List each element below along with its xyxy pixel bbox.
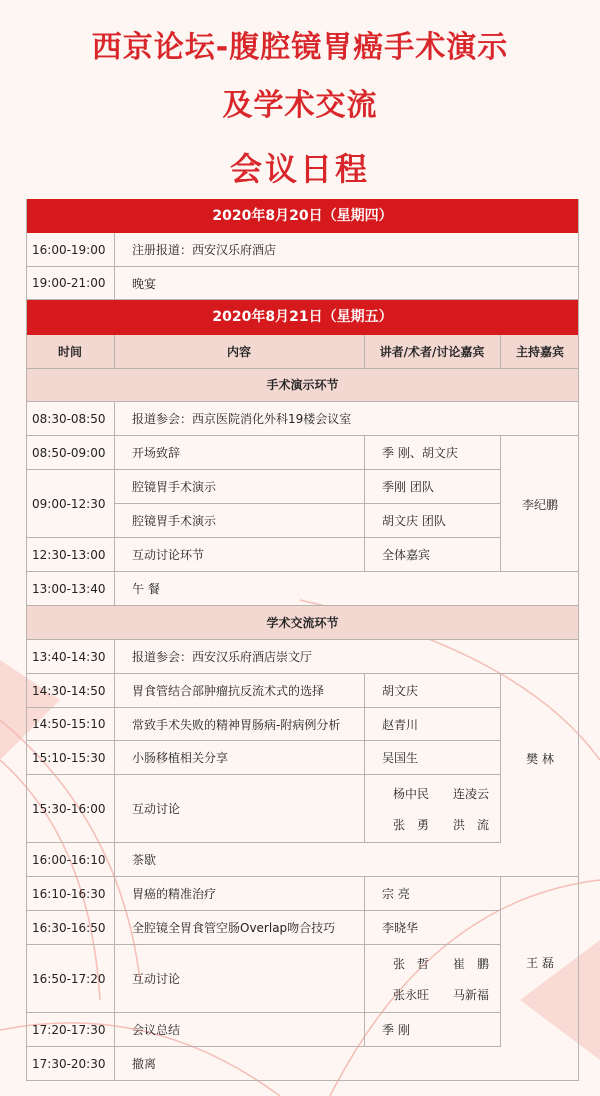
table-row	[26, 741, 501, 775]
speaker-line: 张 哲 崔 鹏	[392, 956, 489, 971]
table-row	[26, 640, 579, 674]
header-speaker: 讲者/术者/讨论嘉宾	[379, 345, 485, 359]
table-row	[26, 572, 579, 606]
column-divider	[500, 436, 501, 572]
table-row	[26, 775, 501, 843]
column-divider	[114, 402, 115, 606]
column-divider	[364, 877, 365, 1047]
table-row	[26, 436, 501, 470]
time-cell-merged: 09:00-12:30	[32, 497, 106, 511]
time-cell: 16:10-16:30	[32, 886, 106, 901]
header-host: 主持嘉宾	[515, 345, 564, 359]
time-cell: 08:50-09:00	[32, 445, 106, 460]
content-cell: 互动讨论	[132, 972, 181, 986]
time-cell: 13:40-14:30	[32, 649, 106, 664]
column-divider	[364, 436, 365, 572]
speaker-cell: 全体嘉宾	[382, 548, 431, 562]
speaker-line: 杨中民 连凌云	[392, 786, 489, 801]
speaker-cell: 宗 亮	[382, 887, 410, 901]
title-schedule: 会议日程	[229, 150, 370, 188]
table-row	[114, 470, 501, 504]
time-cell: 19:00-21:00	[32, 276, 106, 290]
table-row	[26, 911, 501, 945]
content-cell: 报道参会：西安汉乐府酒店崇文厅	[132, 650, 313, 664]
content-cell: 全腔镜全胃食管空肠Overlap吻合技巧	[132, 921, 336, 935]
speaker-cell: 季刚 团队	[382, 480, 434, 494]
table-row	[26, 233, 579, 267]
section-title-surgery: 手术演示环节	[26, 369, 579, 402]
table-row	[26, 877, 501, 911]
title-line-2: 及学术交流	[222, 88, 378, 123]
content-cell: 晚宴	[132, 276, 157, 291]
content-cell: 互动讨论	[132, 802, 181, 816]
speaker-cell	[364, 945, 500, 1012]
date-row-day2: 2020年8月21日（星期五）	[26, 300, 579, 335]
time-cell: 16:50-17:20	[32, 971, 106, 986]
column-divider	[364, 335, 365, 369]
host-cell: 李纪鹏	[521, 497, 558, 512]
time-cell: 16:00-16:10	[32, 852, 106, 867]
content-cell: 互动讨论环节	[132, 548, 205, 562]
content-cell: 开场致辞	[132, 446, 181, 460]
time-cell: 17:20-17:30	[32, 1022, 106, 1037]
content-cell: 胃癌的精准治疗	[132, 887, 217, 901]
content-cell: 午 餐	[132, 582, 160, 596]
table-row	[26, 402, 579, 436]
speaker-cell: 胡文庆	[382, 684, 419, 698]
table-row	[26, 843, 579, 877]
time-cell: 14:50-15:10	[32, 717, 106, 731]
table-row	[26, 674, 501, 708]
time-cell: 17:30-20:30	[32, 1056, 106, 1071]
table-row	[26, 945, 501, 1013]
table-row	[26, 267, 579, 300]
table-row	[26, 708, 501, 741]
speaker-cell: 胡文庆 团队	[382, 514, 446, 528]
content-cell: 胃食管结合部肿瘤抗反流术式的选择	[132, 684, 325, 698]
column-divider	[500, 877, 501, 1047]
table-row	[26, 1013, 501, 1047]
speaker-cell: 吴国生	[382, 751, 419, 765]
speaker-cell: 李晓华	[382, 921, 419, 935]
time-cell: 08:30-08:50	[32, 411, 106, 426]
content-cell: 注册报道：西安汉乐府酒店	[132, 243, 277, 257]
time-cell: 15:10-15:30	[32, 750, 106, 765]
speaker-line: 张永旺 马新福	[392, 987, 489, 1002]
content-cell: 茶歇	[132, 853, 157, 867]
time-cell: 13:00-13:40	[32, 581, 106, 596]
header-content: 内容	[226, 345, 251, 359]
title-line-1: 西京论坛-腹腔镜胃癌手术演示	[91, 30, 509, 65]
speaker-cell: 季 刚	[382, 1023, 410, 1037]
content-cell: 会议总结	[132, 1023, 181, 1037]
content-cell: 报道参会：西京医院消化外科19楼会议室	[132, 412, 352, 426]
table-row	[26, 538, 579, 572]
column-divider	[500, 335, 501, 369]
time-cell: 15:30-16:00	[32, 801, 106, 816]
column-divider	[114, 335, 115, 369]
host-cell: 王 磊	[526, 955, 554, 970]
content-cell: 腔镜胃手术演示	[132, 480, 217, 494]
table-row	[26, 1047, 579, 1081]
time-cell: 12:30-13:00	[32, 547, 106, 562]
content-cell: 腔镜胃手术演示	[132, 514, 217, 528]
content-cell: 小肠移植相关分享	[132, 751, 229, 765]
time-cell: 16:00-19:00	[32, 242, 106, 257]
time-cell: 16:30-16:50	[32, 920, 106, 935]
column-divider	[114, 233, 115, 300]
speaker-line: 张 勇 洪 流	[392, 817, 489, 832]
column-divider	[114, 640, 115, 1081]
date-row-day1: 2020年8月20日（星期四）	[26, 199, 579, 233]
column-divider	[364, 674, 365, 843]
content-cell: 常致手术失败的精神胃肠病-附病例分析	[132, 717, 341, 732]
time-cell: 14:30-14:50	[32, 683, 106, 698]
speaker-cell: 赵青川	[382, 717, 419, 732]
content-cell: 撤离	[132, 1057, 157, 1071]
speaker-cell: 季 刚、胡文庆	[382, 446, 458, 460]
section-title-academic: 学术交流环节	[26, 606, 579, 640]
speaker-cell	[364, 775, 500, 842]
header-row	[26, 335, 579, 369]
column-divider	[500, 674, 501, 843]
host-cell: 樊 林	[526, 752, 554, 766]
header-time: 时间	[57, 345, 82, 359]
